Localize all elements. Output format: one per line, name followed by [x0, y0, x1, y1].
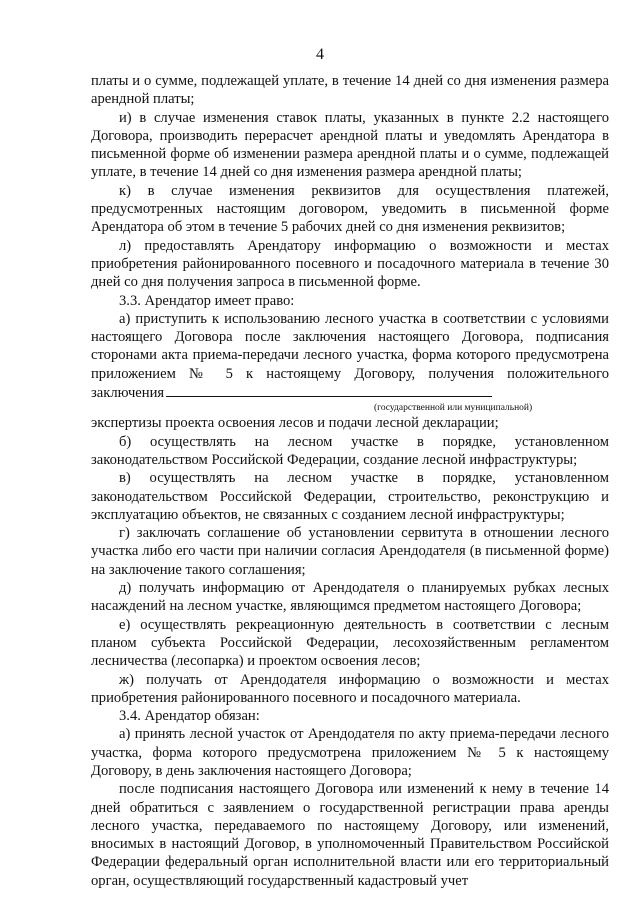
page-number: 4	[316, 46, 324, 63]
paragraph: к) в случае изменения реквизитов для осуществления платежей, предусмотренных настоящим договором, уведомить в письменной форме Арендатора об этом в течение 5 рабочих дней со дня изменения реквизитов;	[91, 182, 609, 236]
paragraph: экспертизы проекта освоения лесов и подачи лесной декларации;	[91, 415, 499, 432]
paragraph: г) заключать соглашение об установлении сервитута в отношении лесного участка либо его части при наличии согласия Арендодателя (в письменной форме) на заключение такого соглашения;	[91, 525, 609, 578]
paragraph: после подписания настоящего Договора или изменений к нему в течение 14 дней обратиться с заявлением о государственной регистрации права аренды лесного участка, передаваемого по настоящему Договору, или изменений, вносимых в настоящий Договор, в уполномоченный Правительством Российской Федерации федеральный орган исполнительной власти или его территориальный орган, осуществляющий государственный кадастровый учет	[91, 781, 609, 889]
paragraph: и) в случае изменения ставок платы, указанных в пункте 2.2 настоящего Договора, производить перерасчет арендной платы и уведомлять Арендатора в письменной форме об изменении размера арендной платы и о сумме, подлежащей уплате, в течение 14 дней со дня изменения размера арендной платы;	[91, 109, 609, 181]
blank-fill-line	[166, 383, 492, 397]
paragraph: л) предоставлять Арендатору информацию о возможности и местах приобретения районированного посевного и посадочного материала в течение 30 дней со дня получения запроса в письменной форме.	[91, 237, 609, 291]
paragraph: а) принять лесной участок от Арендодателя по акту приема-передачи лесного участка, форма которого предусмотрена приложением № 5 к настоящему Договору, в день заключения настоящего Договора;	[91, 726, 609, 779]
paragraph: в) осуществлять на лесном участке в порядке, установленном законодательством Российской Федерации, строительство, реконструкцию и эксплуатацию объектов, не связанных с созданием лесной инфраструктуры;	[91, 470, 609, 523]
paragraph: е) осуществлять рекреационную деятельность в соответствии с лесным планом субъекта Российской Федерации, лесохозяйственным регламентом лесничества (лесопарка) и проектом освоения лесов;	[91, 616, 609, 670]
paragraph: платы и о сумме, подлежащей уплате, в течение 14 дней со дня изменения размера арендной платы;	[91, 73, 609, 108]
paragraph: б) осуществлять на лесном участке в порядке, установленном законодательством Российской Федерации, создание лесной инфраструктуры;	[91, 433, 609, 468]
section-heading: 3.3. Арендатор имеет право:	[119, 292, 295, 309]
paragraph: д) получать информацию от Арендодателя о планируемых рубках лесных насаждений на лесном участке, являющимся предметом настоящего Договора;	[91, 580, 609, 615]
section-heading: 3.4. Арендатор обязан:	[119, 708, 260, 725]
paragraph: ж) получать от Арендодателя информацию о возможности и местах приобретения районированного посевного и посадочного материала.	[91, 671, 609, 706]
paragraph-text: а) приступить к использованию лесного участка в соответствии с условиями настоящего Договора после заключения настоящего Договора, подписания сторонами акта приема-передачи лесного участка, форма которого предусмотрена приложением № 5 к настоящему Договору, получения положительного заключения	[91, 310, 609, 402]
paragraph-with-blank	[91, 310, 609, 402]
document-body	[91, 72, 609, 890]
blank-caption: (государственной или муниципальной)	[374, 403, 533, 414]
